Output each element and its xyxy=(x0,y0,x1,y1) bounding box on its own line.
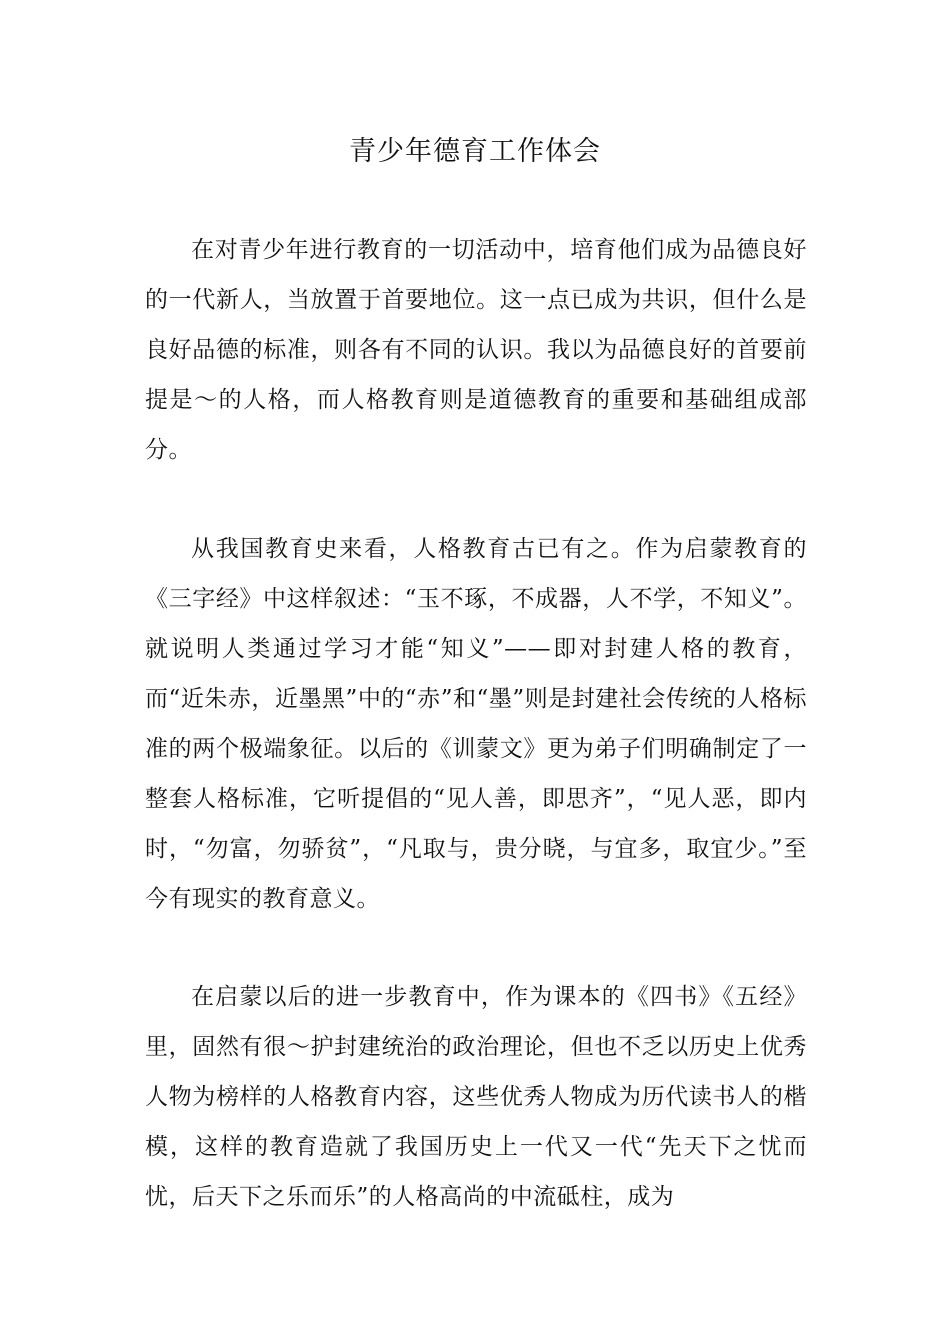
paragraph-1: 在对青少年进行教育的一切活动中，培育他们成为品德良好的一代新人，当放置于首要地位。这一点已成为共识，但什么是良好品德的标准，则各有不同的认识。我以为品德良好的首要前提是～的人格，而人格教育则是道德教育的重要和基础组成部分。 xyxy=(145,237,807,463)
paragraph-3: 在启蒙以后的进一步教育中，作为课本的《四书》《五经》里，固然有很～护封建统治的政治理论，但也不乏以历史上优秀人物为榜样的人格教育内容，这些优秀人物成为历代读书人的楷模，这样的教育造就了我国历史上一代又一代“先天下之忧而忧，后天下之乐而乐”的人格高尚的中流砥柱，成为 xyxy=(145,984,807,1210)
document-title: 青少年德育工作体会 xyxy=(349,136,601,167)
paragraph-2: 从我国教育史来看，人格教育古已有之。作为启蒙教育的《三字经》中这样叙述：“玉不琢，不成器，人不学，不知义”。就说明人类通过学习才能“知义”——即对封建人格的教育，而“近朱赤，近墨黑”中的“赤”和“墨”则是封建社会传统的人格标准的两个极端象征。以后的《训蒙文》更为弟子们明确制定了一整套人格标准，它听提倡的“见人善，即思齐”，“见人恶，即内时，“勿富，勿骄贫”，“凡取与，贵分晓，与宜多，取宜少。”至今有现实的教育意义。 xyxy=(145,536,807,912)
